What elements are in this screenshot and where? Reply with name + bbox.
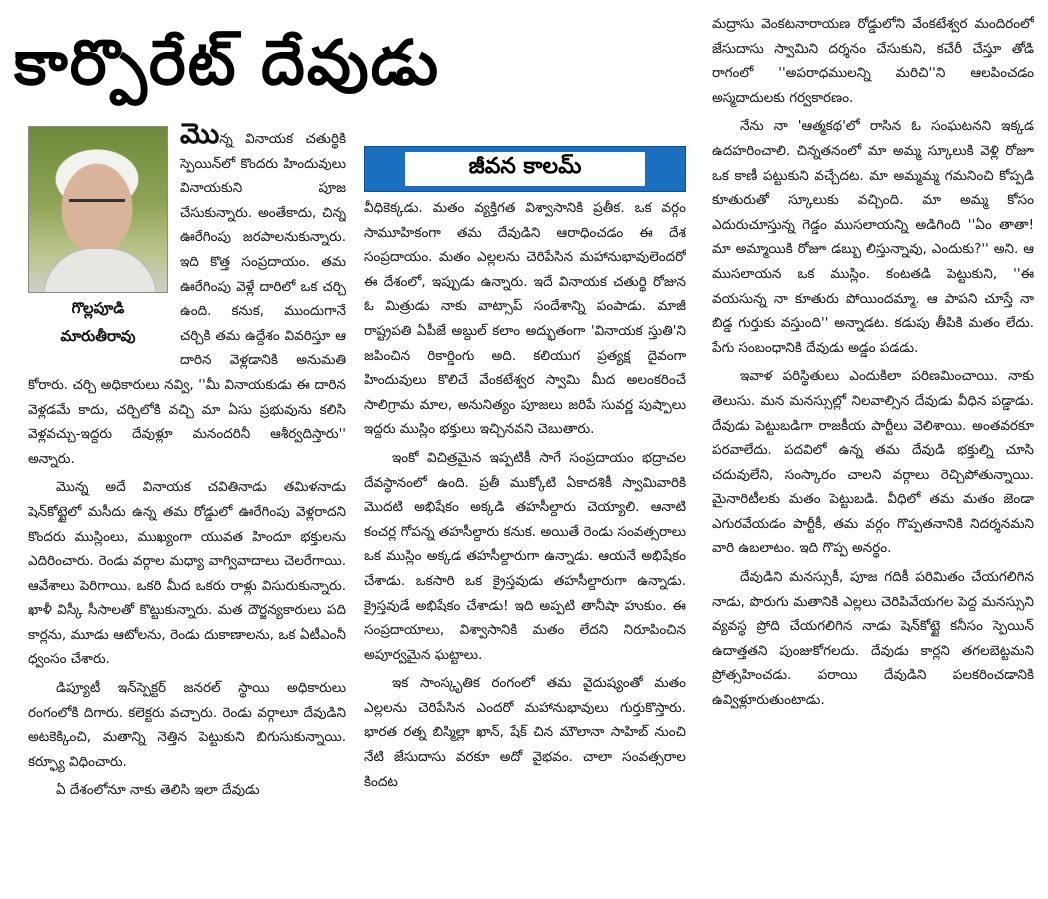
drop-cap: మొ [180, 122, 220, 150]
paragraph: ఇవాళ పరిస్థితులు ఎందుకిలా పరిణమించాయి. నాకు తెలుసు. మన మనస్సుల్లో నిలవాల్సిన దేవుడు వీధిన పడ్డాడు. దేవుడు పెట్టుబడిగా రాజకీయ పార్టీలు వెలిశాయి. అంతవరకూ పరవాలేదు. పదవిలో ఉన్న తమ దేవుడి భక్తుల్ని చూసి చదువులేని, సంస్కారం చాలని వర్గాలు రెచ్చిపోతున్నాయి. మైనారిటీలకు మతం పెట్టుబడి. వీధిలో తమ మతం జెండా ఎగురవేయడం పార్టీకీ, తమ వర్గం గొప్పతనానికి నిదర్శనమని వారి ఉబలాటం. ఇది గొప్ప అనర్థం. [712, 368, 1034, 557]
paragraph: ఇంకో విచిత్రమైన ఇప్పటికీ సాగే సంప్రదాయం భద్రాచల దేవస్థానంలో ఉంది. ప్రతీ ముక్కోటి ఏకాదశికీ స్వామివారికి మొదటి అభిషేకం అక్కడి తహసీల్దారు చెయ్యాలి. ఆనాటి కంచర్ల గోపన్న తహసీల్దారు కనుక. అయితే రెండు సంవత్సరాలు ఒక ముస్లిం అక్కడ తహసీల్దారుగా ఉన్నాడు. ఆయనే అభిషేకం చేశాడు. ఒకసారి ఒక క్రైస్తవుడు తహసీల్దారుగా ఉన్నాడు. క్రైస్తవుడే అభిషేకం చేశాడు! ఇది అప్పటి తానీషా హుకుం. ఈ సంప్రదాయాలు, విశ్వాసానికి మతం లేదని నిరూపించిన అపూర్వమైన ఘట్టాలు. [364, 449, 686, 663]
paragraph: డిప్యూటీ ఇన్‌స్పెక్టర్ జనరల్ స్థాయి అధికారులు రంగంలోకి దిగారు. కలెక్టరు వచ్చారు. రెండు వర్గాలూ దేవుడిని అటకెక్కించి, మతాన్ని నెత్తిన పెట్టుకుని బిగుసుకున్నాయి. కర్ఫ్యూ విధించారు. [28, 680, 346, 770]
glasses-shape [69, 199, 125, 214]
article-column-1 [28, 122, 346, 892]
shirt-shape [43, 248, 157, 293]
paragraph-text: న్న వినాయక చతుర్థికి స్పెయిన్‌లో కొందరు హిందువులు వినాయకుని పూజ చేసుకున్నారు. అంతేకాదు, చిన్న ఊరేగింపు జరపాలనుకున్నారు. ఇది కొత్త సంప్రదాయం. తమ ఊరేగింపు వెళ్లే దారిలో ఒక చర్చి ఉంది. కనుక, ముందుగానే చర్చికి తమ ఉద్దేశం వివరిస్తూ ఆ దారిన వెళ్లడానికి అనుమతి కోరారు. చర్చి అధికారులు నవ్వి, ''మీ వినాయకుడు ఈ దారిన వెళ్లడమే కాదు, చర్చిలోకి వచ్చి మా ఏసు ప్రభువును కలిసి వెళ్లవచ్చు-ఇద్దరు దేవుళ్లూ మనందరినీ ఆశీర్వదిస్తారు'' అన్నారు. [28, 131, 346, 467]
author-caption-line1: గొల్లపూడి [71, 299, 125, 317]
article-column-3 [712, 12, 1034, 892]
paragraph: ఇక సాంస్కృతిక రంగంలో తమ వైదుష్యంతో మతం ఎల్లలను చెరిపేసిన ఎందరో మహానుభావులు గుర్తుకొస్తారు. భారత రత్న బిస్మిల్లా ఖాన్, షేక్ చిన మౌలానా సాహిబ్ నుంచి నేటి జేసుదాసు వరకూ అదో వైభవం. చాలా సంవత్సరాల కిందట [364, 675, 686, 790]
paragraph: మద్రాసు వెంకటనారాయణ రోడ్డులోని వేంకటేశ్వర మందిరంలో జేసుదాసు స్వామిని దర్శనం చేసుకుని, కచేరీ చేస్తూ తోడి రాగంలో ''అపరాధములన్ని మరిచి''ని ఆలపించడం అస్మదాదులకు గర్వకారణం. [712, 16, 1034, 106]
paragraph: నేను నా 'ఆత్మకథ'లో రాసిన ఓ సంఘటనని ఇక్కడ ఉదహరించాలి. చిన్నతనంలో మా అమ్మ స్కూలుకి వెళ్లి రోజూ ఒక కాణీ పట్టుకుని వచ్చేదట. మా అమ్మమ్మ గమనించి కోప్పడి కూతురుతో స్కూలుకు వచ్చింది. మా అమ్మ కోసం ఎదురుచూస్తున్న గెడ్డం ముసలాయన్ని అడిగింది ''ఏం తాతా! మా అమ్మాయికి రోజూ డబ్బు లిస్తున్నావు, ఎందుకు?'' అని. ఆ ముసలాయన ఒక ముస్లిం. కంటతడి పెట్టుకుని, ''ఈ వయసున్న నా కూతురు పోయిందమ్మా. ఆ పాపని చూస్తే నా బిడ్డ గుర్తుకు వస్తుంది'' అన్నాడట. కడుపు తీపికి మతం లేదు. పేగు సంబంధానికి దేవుడు అడ్డం పడడు. [712, 118, 1034, 356]
article-column-2 [364, 196, 686, 896]
column-banner [364, 146, 686, 192]
paragraph: దేవుడిని మనస్సుకీ, పూజ గదికీ పరిమితం చేయగలిగిన నాడు, పొరుగు మతానికి ఎల్లలు చెరిపివేయగల పెద్ద మనస్సుని వ్యవస్థ ప్రోది చేయగలిగిన నాడు షెన్‌కోట్టై కనీసం స్పెయిన్ ఉదాత్తతని పుంజుకోగలదు. దేవుడు కార్లని తగలబెట్టమని ప్రోత్సహించడు. పరాయి దేవుడిని పలకరించడానికి ఉవ్విళ్లూరుతుంటాడు. [712, 569, 1034, 709]
column-banner-title: జీవన కాలమ్ [405, 152, 645, 186]
author-caption-line2: మారుతీరావు [60, 327, 136, 345]
paragraph: వీధికెక్కడు. మతం వ్యక్తిగత విశ్వాసానికి ప్రతీక. ఒక వర్గం సామూహికంగా తమ దేవుడిని ఆరాధించడం ఈ దేశ సంప్రదాయం. మతం ఎల్లలను చెరిపేసిన మహానుభావులెందరో ఈ దేశంలో, ఇప్పుడు ఉన్నారు. ఇదే వినాయక చతుర్థి రోజున ఓ మిత్రుడు నాకు వాట్సాప్ సందేశాన్ని పంపాడు. మాజీ రాష్ట్రపతి ఏపీజే అబ్దుల్ కలాం అద్భుతంగా 'వినాయక స్తుతి'ని జపించిన రికార్డింగు అది. కలియుగ ప్రత్యక్ష దైవంగా హిందువులు కొలిచే వేంకటేశ్వర స్వామి మీద అలంకరించే సాలిగ్రామ మాల, అనునిత్యం పూజలు జరిపే సువర్ణ పుష్పాలు ఇద్దరు ముస్లిం భక్తులు ఇచ్చినవని చెబుతారు. [364, 200, 686, 438]
author-photo-block [28, 126, 168, 348]
paragraph: మొన్న అదే వినాయక చవితినాడు తమిళనాడు షెన్‌కోట్టైలో మసీదు ఉన్న తమ రోడ్డులో ఊరేగింపు వెళ్లరాదని కొందరు ముస్లింలు, ముఖ్యంగా యువత హిందూ భక్తులను ఎదిరించారు. రెండు వర్గాల మధ్యా వాగ్వివాదాలు చెలరేగాయి. ఆవేశాలు పెరిగాయి. ఒకరి మీద ఒకరు రాళ్లు విసురుకున్నారు. ఖాళీ విస్కీ సీసాలతో కొట్టుకున్నారు. మత దౌర్జన్యకారులు పది కార్లను, మూడు ఆటోలను, రెండు దుకాణాలను, ఒక ఏటీఎంనీ ధ్వంసం చేశారు. [28, 479, 346, 668]
author-photo [28, 126, 168, 293]
paragraph: ఏ దేశంలోనూ నాకు తెలిసి ఇలా దేవుడు [56, 782, 260, 799]
article-headline: కార్పొరేట్ దేవుడు [14, 26, 441, 99]
